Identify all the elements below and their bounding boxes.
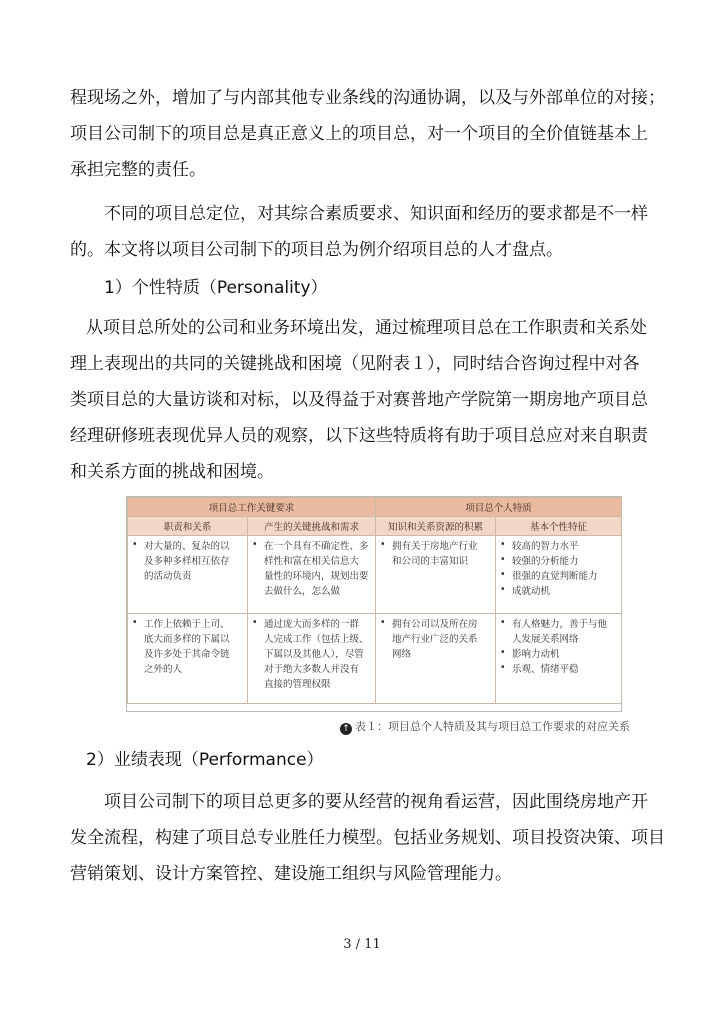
table-cell: • 工作上依赖于上司、 底大而多样的下属以 及许多处于其命令链 之外的人 [128,614,248,704]
arrow-up-icon: ↑ [340,723,352,735]
table-cell: • 拥有公司以及所在房 地产行业广泛的关系 网络 [376,614,496,704]
section-heading-personality: 1）个性特质（Personality） [104,278,328,298]
col-header: 职责和关系 [128,517,248,536]
group-header-work-requirements: 项目总工作关键要求 [128,498,376,517]
paragraph-line: 从项目总所处的公司和业务环境出发，通过梳理项目总在工作职责和关系处 [86,318,647,338]
table-row [128,614,622,704]
table-caption: ↑ 表１：项目总个人特质及其与项目总工作要求的对应关系 [340,718,630,735]
table-cell: • 通过庞大而多样的一群 人完成工作（包括上级、 下属以及其他人），尽管 对于绝大多数人并没有 直接的管理权限 [248,614,376,704]
paragraph-line: 发全流程，构建了项目总专业胜任力模型。包括业务规划、项目投资决策、项目 [70,828,665,848]
paragraph-line: 承担完整的责任。 [70,160,206,180]
table-row [128,536,622,614]
group-header-personal-traits: 项目总个人特质 [376,498,622,517]
paragraph-line: 和关系方面的挑战和困境。 [70,462,274,482]
paragraph-line: 经理研修班表现优异人员的观察，以下这些特质将有助于项目总应对来自职责 [70,426,648,446]
paragraph-line: 理上表现出的共同的关键挑战和困境（见附表１），同时结合咨询过程中对各 [70,354,640,374]
paragraph-line: 程现场之外，增加了与内部其他专业条线的沟通协调，以及与外部单位的对接； [70,88,665,108]
table-cell: • 较高的智力水平 • 较强的分析能力 • 很强的直觉判断能力 • 成就动机 [496,536,622,614]
table-cell: • 有人格魅力，善于与他 人发展关系网络 • 影响力动机 • 乐观、情绪平稳 [496,614,622,704]
table-cell: • 在一个具有不确定性、多 样性和富在相关信息大 量性的环境内，规划出要 去做什么，怎么做 [248,536,376,614]
page-number: 3 / 11 [343,937,381,952]
personality-table-figure [126,496,622,712]
table-cell: • 拥有关于房地产行业 和公司的丰富知识 [376,536,496,614]
paragraph-line: 项目公司制下的项目总更多的要从经营的视角看运营，因此围绕房地产开 [104,792,648,812]
col-header: 基本个性特征 [496,517,622,536]
personality-table [127,497,622,704]
paragraph-line: 类项目总的大量访谈和对标，以及得益于对赛普地产学院第一期房地产项目总 [70,390,648,410]
paragraph-line: 营销策划、设计方案管控、建设施工组织与风险管理能力。 [70,864,512,884]
col-header: 知识和关系资源的积累 [376,517,496,536]
paragraph-line: 的。本文将以项目公司制下的项目总为例介绍项目总的人才盘点。 [70,240,563,260]
table-cell: • 对大量的、复杂的以 及多种多样相互依存 的活动负责 [128,536,248,614]
paragraph-line: 项目公司制下的项目总是真正意义上的项目总，对一个项目的全价值链基本上 [70,124,648,144]
col-header: 产生的关键挑战和需求 [248,517,376,536]
section-heading-performance: 2）业绩表现（Performance） [86,750,324,770]
paragraph-line: 不同的项目总定位，对其综合素质要求、知识面和经历的要求都是不一样 [104,204,648,224]
